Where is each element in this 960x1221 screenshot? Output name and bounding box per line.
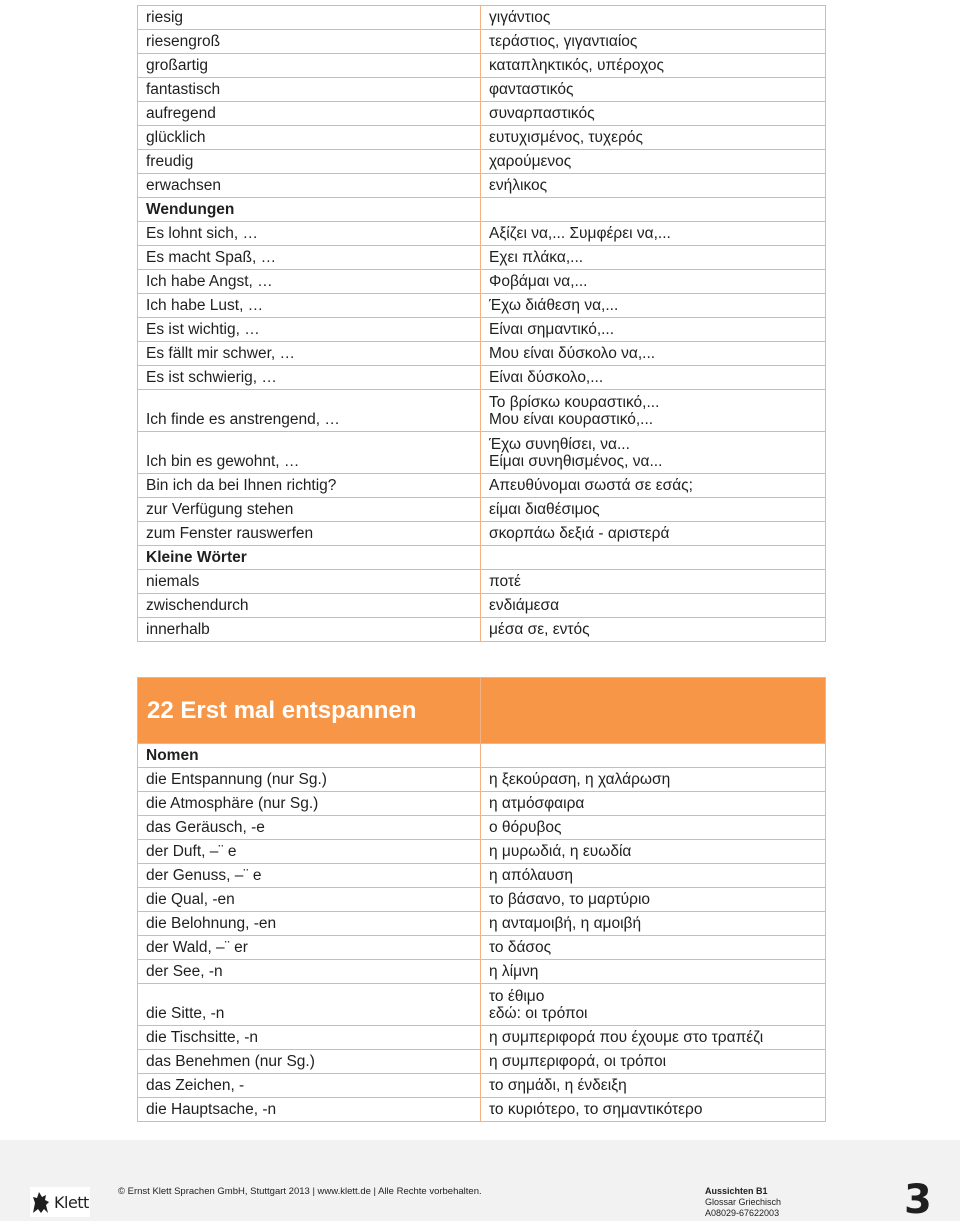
german-term: Ich habe Angst, … [138, 270, 481, 294]
copyright-notice: © Ernst Klett Sprachen GmbH, Stuttgart 2013 | www.klett.de | Alle Rechte vorbehalten. [118, 1186, 482, 1197]
greek-translation: ο θόρυβος [481, 816, 826, 840]
greek-translation: η συμπεριφορά που έχουμε στο τραπέζι [481, 1026, 826, 1050]
table-row [138, 78, 826, 102]
table-row [138, 1050, 826, 1074]
table-row [138, 342, 826, 366]
unit-title-banner [138, 678, 826, 744]
german-term: glücklich [138, 126, 481, 150]
greek-translation: σκορπάω δεξιά - αριστερά [481, 522, 826, 546]
banner-empty-cell [481, 678, 826, 744]
greek-translation: η απόλαυση [481, 864, 826, 888]
greek-translation: ενήλικος [481, 174, 826, 198]
greek-translation: γιγάντιος [481, 6, 826, 30]
translation-line: εδώ: οι τρόποι [489, 1005, 588, 1022]
greek-translation: το σημάδι, η ένδειξη [481, 1074, 826, 1098]
table-row [138, 126, 826, 150]
german-term: die Entspannung (nur Sg.) [138, 768, 481, 792]
table-row [138, 174, 826, 198]
greek-translation: καταπληκτικός, υπέροχος [481, 54, 826, 78]
greek-translation [481, 546, 826, 570]
unit-title: 22 Erst mal entspannen [138, 678, 481, 744]
footer-band [0, 1140, 960, 1221]
german-term: Es fällt mir schwer, … [138, 342, 481, 366]
translation-line: Έχω συνηθίσει, να... [489, 436, 630, 453]
german-term: niemals [138, 570, 481, 594]
table-row [138, 1098, 826, 1122]
greek-translation: το βάσανο, το μαρτύριο [481, 888, 826, 912]
greek-translation: ποτέ [481, 570, 826, 594]
greek-translation: η ξεκούραση, η χαλάρωση [481, 768, 826, 792]
greek-translation: η συμπεριφορά, οι τρόποι [481, 1050, 826, 1074]
greek-translation: είμαι διαθέσιμος [481, 498, 826, 522]
table-row [138, 246, 826, 270]
table-row [138, 888, 826, 912]
german-term: der Duft, –¨ e [138, 840, 481, 864]
translation-line: Είμαι συνηθισμένος, να... [489, 453, 663, 470]
german-term: der Genuss, –¨ e [138, 864, 481, 888]
table-body [138, 678, 826, 1122]
greek-translation: η μυρωδιά, η ευωδία [481, 840, 826, 864]
table-row [138, 6, 826, 30]
section-heading: Kleine Wörter [138, 546, 481, 570]
book-meta [705, 1186, 781, 1219]
table-row [138, 912, 826, 936]
greek-translation: το δάσος [481, 936, 826, 960]
table-row [138, 102, 826, 126]
table-row [138, 792, 826, 816]
table-row [138, 570, 826, 594]
german-term: zwischendurch [138, 594, 481, 618]
table-row [138, 294, 826, 318]
greek-translation: Αξίζει να,... Συμφέρει να,... [481, 222, 826, 246]
table-row [138, 318, 826, 342]
table-row [138, 768, 826, 792]
book-title: Aussichten B1 [705, 1186, 768, 1196]
greek-translation [481, 744, 826, 768]
german-term: riesig [138, 6, 481, 30]
table-row [138, 594, 826, 618]
table-row [138, 498, 826, 522]
german-term: riesengroß [138, 30, 481, 54]
table-row [138, 864, 826, 888]
greek-translation: ενδιάμεσα [481, 594, 826, 618]
german-term: der See, -n [138, 960, 481, 984]
translation-line: Το βρίσκω κουραστικό,... [489, 394, 660, 411]
table-row [138, 984, 826, 1026]
table-row [138, 1026, 826, 1050]
vocabulary-table-unit-22 [137, 677, 826, 1122]
table-row [138, 816, 826, 840]
german-term: großartig [138, 54, 481, 78]
book-subtitle: Glossar Griechisch [705, 1197, 782, 1207]
publisher-logo [30, 1187, 90, 1217]
greek-translation: φανταστικός [481, 78, 826, 102]
greek-translation: η ανταμοιβή, η αμοιβή [481, 912, 826, 936]
greek-translation: ευτυχισμένος, τυχερός [481, 126, 826, 150]
table-row [138, 936, 826, 960]
table-row [138, 366, 826, 390]
table-row [138, 840, 826, 864]
lion-emblem-icon [30, 1189, 52, 1215]
greek-translation: Έχω διάθεση να,... [481, 294, 826, 318]
greek-translation [481, 198, 826, 222]
greek-translation: η λίμνη [481, 960, 826, 984]
page-number: 3 [904, 1177, 932, 1221]
german-term: fantastisch [138, 78, 481, 102]
table-row [138, 432, 826, 474]
greek-translation: Είναι σημαντικό,... [481, 318, 826, 342]
table-row [138, 150, 826, 174]
section-heading-row [138, 744, 826, 768]
german-term: Ich bin es gewohnt, … [138, 432, 481, 474]
table-row [138, 270, 826, 294]
german-term: erwachsen [138, 174, 481, 198]
german-term: der Wald, –¨ er [138, 936, 481, 960]
german-term: Es macht Spaß, … [138, 246, 481, 270]
section-heading: Wendungen [138, 198, 481, 222]
greek-translation: συναρπαστικός [481, 102, 826, 126]
greek-translation: μέσα σε, εντός [481, 618, 826, 642]
greek-translation: τεράστιος, γιγαντιαίος [481, 30, 826, 54]
greek-translation: Απευθύνομαι σωστά σε εσάς; [481, 474, 826, 498]
german-term: die Atmosphäre (nur Sg.) [138, 792, 481, 816]
vocabulary-table-adjectives-phrases [137, 5, 826, 642]
german-term: zum Fenster rauswerfen [138, 522, 481, 546]
greek-translation: Φοβάμαι να,... [481, 270, 826, 294]
german-term: das Geräusch, -e [138, 816, 481, 840]
section-heading-row [138, 198, 826, 222]
greek-translation: το κυριότερο, το σημαντικότερο [481, 1098, 826, 1122]
german-term: das Benehmen (nur Sg.) [138, 1050, 481, 1074]
translation-line: Μου είναι κουραστικό,... [489, 411, 654, 428]
german-term: Ich finde es anstrengend, … [138, 390, 481, 432]
table-row [138, 390, 826, 432]
german-term: die Tischsitte, -n [138, 1026, 481, 1050]
greek-translation [481, 984, 826, 1026]
table-row [138, 960, 826, 984]
german-term: freudig [138, 150, 481, 174]
table-body [138, 6, 826, 642]
logo-wordmark: Klett [54, 1192, 89, 1212]
greek-translation: Είναι δύσκολο,... [481, 366, 826, 390]
table-row [138, 1074, 826, 1098]
german-term: Ich habe Lust, … [138, 294, 481, 318]
german-term: die Hauptsache, -n [138, 1098, 481, 1122]
german-term: Es ist schwierig, … [138, 366, 481, 390]
translation-line: το έθιμο [489, 988, 545, 1005]
german-term: Bin ich da bei Ihnen richtig? [138, 474, 481, 498]
greek-translation: η ατμόσφαιρα [481, 792, 826, 816]
table-row [138, 54, 826, 78]
german-term: aufregend [138, 102, 481, 126]
german-term: Es lohnt sich, … [138, 222, 481, 246]
greek-translation: Εχει πλάκα,... [481, 246, 826, 270]
table-row [138, 618, 826, 642]
table-row [138, 474, 826, 498]
german-term: innerhalb [138, 618, 481, 642]
greek-translation: Μου είναι δύσκολο να,... [481, 342, 826, 366]
german-term: zur Verfügung stehen [138, 498, 481, 522]
greek-translation: χαρούμενος [481, 150, 826, 174]
section-heading-row [138, 546, 826, 570]
greek-translation [481, 432, 826, 474]
table-row [138, 522, 826, 546]
german-term: die Belohnung, -en [138, 912, 481, 936]
german-term: Es ist wichtig, … [138, 318, 481, 342]
german-term: die Sitte, -n [138, 984, 481, 1026]
table-row [138, 222, 826, 246]
german-term: das Zeichen, - [138, 1074, 481, 1098]
table-row [138, 30, 826, 54]
german-term: die Qual, -en [138, 888, 481, 912]
greek-translation [481, 390, 826, 432]
product-code: A08029-67622003 [705, 1208, 780, 1218]
section-heading: Nomen [138, 744, 481, 768]
